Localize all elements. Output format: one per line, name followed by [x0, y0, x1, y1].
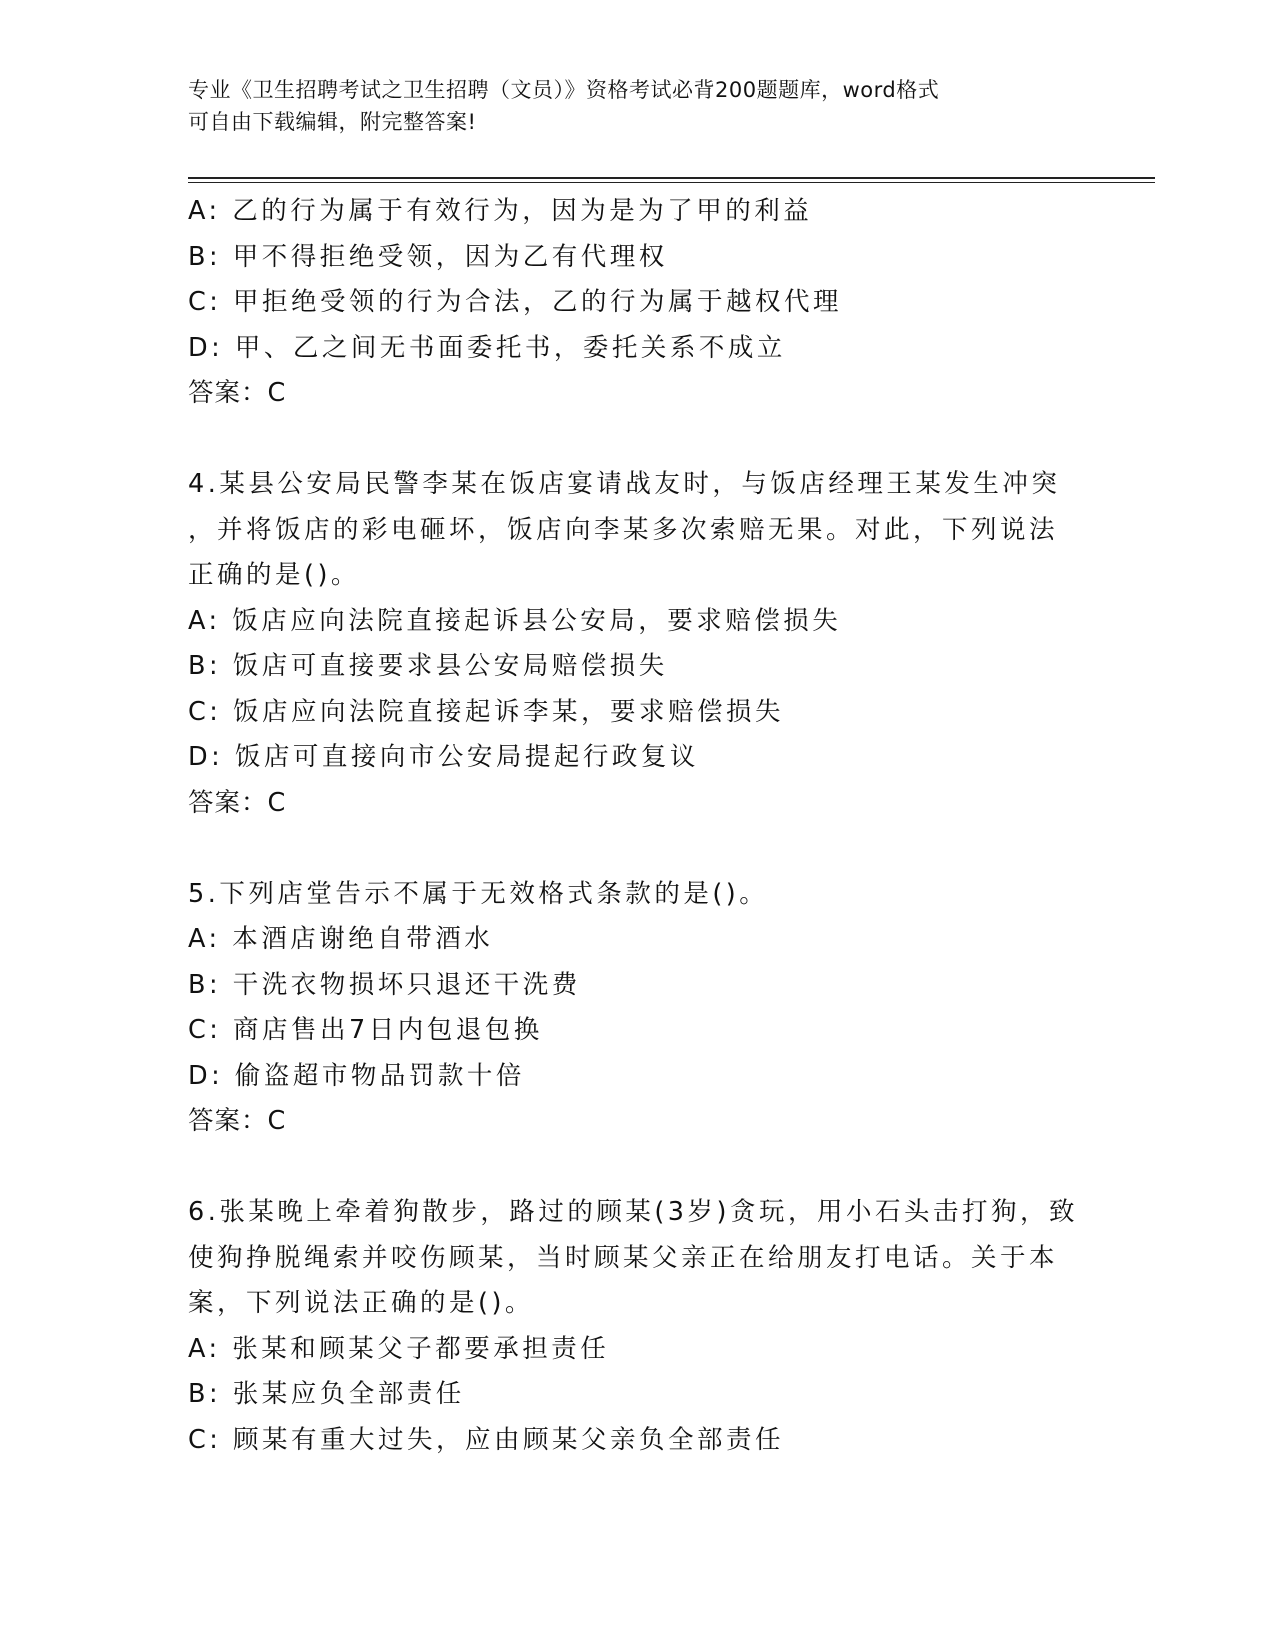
option-b: B: 饭店可直接要求县公安局赔偿损失 — [188, 651, 668, 681]
answer-line: 答案：C — [188, 787, 287, 818]
question-block-6 — [188, 1190, 1148, 1463]
question-text-line-3: 案，下列说法正确的是()。 — [188, 1288, 534, 1318]
question-text-line-1: 4.某县公安局民警李某在饭店宴请战友时，与饭店经理王某发生冲突 — [188, 469, 1061, 499]
question-text-line-2: 使狗挣脱绳索并咬伤顾某，当时顾某父亲正在给朋友打电话。关于本 — [188, 1242, 1059, 1273]
question-text-line-2: ，并将饭店的彩电砸坏，饭店向李某多次索赔无果。对此，下列说法 — [188, 514, 1059, 545]
answer-line: 答案：C — [188, 1106, 287, 1136]
option-a: A: 乙的行为属于有效行为，因为是为了甲的利益 — [188, 196, 813, 226]
question-block-5 — [188, 872, 1148, 1145]
option-c: C: 顾某有重大过失，应由顾某父亲负全部责任 — [188, 1424, 785, 1455]
question-text-line-1: 6.张某晚上牵着狗散步，路过的顾某(3岁)贪玩，用小石头击打狗，致 — [188, 1197, 1078, 1227]
question-block-3 — [188, 189, 1148, 417]
header-divider-thick — [188, 177, 1155, 179]
option-c: C: 甲拒绝受领的行为合法，乙的行为属于越权代理 — [188, 287, 843, 317]
option-a: A: 张某和顾某父子都要承担责任 — [188, 1333, 610, 1364]
header-divider-thin — [188, 182, 1155, 183]
option-b: B: 张某应负全部责任 — [188, 1379, 465, 1409]
option-a: A: 本酒店谢绝自带酒水 — [188, 924, 494, 954]
option-c: C: 商店售出7日内包退包换 — [188, 1015, 543, 1045]
option-d: D: 甲、乙之间无书面委托书，委托关系不成立 — [188, 332, 786, 363]
answer-line: 答案：C — [188, 378, 287, 408]
question-text-line-3: 正确的是()。 — [188, 560, 360, 590]
header-line-1: 专业《卫生招聘考试之卫生招聘（文员）》资格考试必背200题题库，word格式 — [188, 78, 940, 102]
option-c: C: 饭店应向法院直接起诉李某，要求赔偿损失 — [188, 696, 785, 727]
option-b: B: 干洗衣物损坏只退还干洗费 — [188, 969, 581, 1000]
question-text-line-1: 5.下列店堂告示不属于无效格式条款的是()。 — [188, 878, 769, 909]
question-list — [188, 189, 1148, 1463]
block-spacer — [188, 417, 1148, 463]
block-spacer — [188, 826, 1148, 872]
option-d: D: 偷盗超市物品罚款十倍 — [188, 1060, 525, 1091]
question-block-4 — [188, 462, 1148, 826]
document-header — [188, 74, 1088, 138]
option-b: B: 甲不得拒绝受领，因为乙有代理权 — [188, 241, 668, 272]
block-spacer — [188, 1145, 1148, 1191]
option-a: A: 饭店应向法院直接起诉县公安局，要求赔偿损失 — [188, 605, 842, 636]
option-d: D: 饭店可直接向市公安局提起行政复议 — [188, 742, 699, 772]
header-line-2: 可自由下载编辑，附完整答案! — [188, 110, 477, 134]
